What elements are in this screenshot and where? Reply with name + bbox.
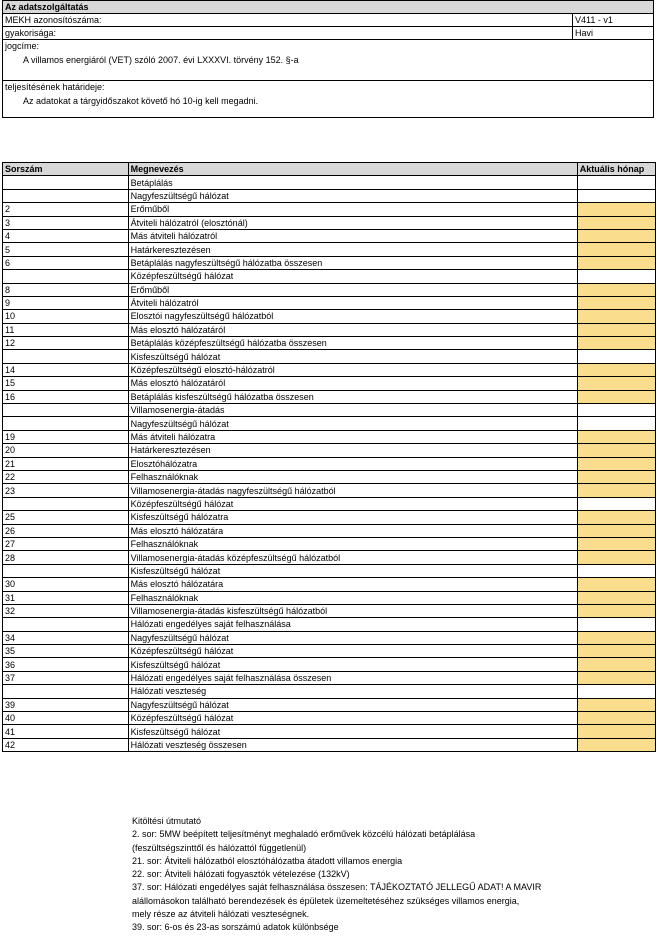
row-name: Betáplálás nagyfeszültségű hálózatba összesen [128,256,577,269]
current-month-input[interactable] [577,203,655,216]
info-header: Az adatszolgáltatás [3,1,653,14]
table-row [3,176,656,189]
current-month-empty [577,618,655,631]
table-row [3,578,656,591]
header-sorszam: Sorszám [3,163,129,176]
table-row [3,470,656,483]
table-row [3,698,656,711]
row-number: 40 [3,712,129,725]
instruction-line: 22. sor: Átviteli hálózati fogyasztók vételezése (132kV) [132,869,350,880]
current-month-input[interactable] [577,216,655,229]
row-number: 11 [3,323,129,336]
current-month-input[interactable] [577,658,655,671]
table-row [3,363,656,376]
row-name: Kisfeszültségű hálózat [128,564,577,577]
row-name: Középfeszültségű hálózat [128,712,577,725]
legal-basis-value: A villamos energiáról (VET) szóló 2007. évi LXXXVI. törvény 152. §-a [23,55,299,65]
table-row [3,283,656,296]
row-number: 2 [3,203,129,216]
instruction-line: 21. sor: Átviteli hálózatból elosztóhálózatba átadott villamos energia [132,855,403,866]
current-month-empty [577,685,655,698]
row-name: Középfeszültségű hálózat [128,270,577,283]
table-row [3,296,656,309]
row-name: Más elosztó hálózatára [128,524,577,537]
row-number: 14 [3,363,129,376]
instruction-line: 39. sor: 6-os és 23-as sorszámú adatok különbsége [132,922,339,933]
row-number: 36 [3,658,129,671]
report-sheet [2,0,654,118]
row-number [3,618,129,631]
table-row [3,564,656,577]
current-month-input[interactable] [577,283,655,296]
instruction-line: 2. sor: 5MW beépített teljesítményt meghaladó erőművek közcélú hálózati betáplálása [132,829,476,840]
current-month-empty [577,417,655,430]
row-name: Nagyfeszültségű hálózat [128,189,577,202]
row-name: Nagyfeszültségű hálózat [128,417,577,430]
table-row [3,337,656,350]
row-number: 42 [3,738,129,751]
row-number: 22 [3,470,129,483]
row-number: 9 [3,296,129,309]
mekh-label: MEKH azonosítószáma: [3,14,573,26]
current-month-input[interactable] [577,363,655,376]
table-row [3,658,656,671]
row-number: 25 [3,511,129,524]
row-number: 4 [3,229,129,242]
header-aktualis-honap: Aktuális hónap [577,163,655,176]
instructions-lines [132,828,602,934]
current-month-input[interactable] [577,229,655,242]
row-number: 32 [3,604,129,617]
row-name: Átviteli hálózatról [128,296,577,309]
table-row [3,618,656,631]
row-number: 26 [3,524,129,537]
table-row [3,203,656,216]
row-number: 39 [3,698,129,711]
current-month-input[interactable] [577,671,655,684]
current-month-empty [577,350,655,363]
row-number [3,417,129,430]
table-row [3,712,656,725]
legal-basis-label: jogcíme: [5,41,40,51]
current-month-input[interactable] [577,444,655,457]
current-month-input[interactable] [577,537,655,550]
current-month-input[interactable] [577,430,655,443]
instruction-line: alállomásokon található berendezések és épületek üzemeltetéséhez szükséges villamos energia, [132,895,520,906]
row-number: 12 [3,337,129,350]
table-row [3,310,656,323]
current-month-input[interactable] [577,310,655,323]
table-row [3,671,656,684]
info-block [2,0,654,118]
mekh-row [3,14,653,27]
table-row [3,511,656,524]
current-month-input[interactable] [577,524,655,537]
current-month-input[interactable] [577,484,655,497]
row-name: Betáplálás középfeszültségű hálózatba összesen [128,337,577,350]
table-row [3,497,656,510]
row-name: Nagyfeszültségű hálózat [128,698,577,711]
row-name: Villamosenergia-átadás középfeszültségű hálózatból [128,551,577,564]
header-megnevezes: Megnevezés [128,163,577,176]
row-name: Erőműből [128,283,577,296]
row-number [3,350,129,363]
table-row [3,404,656,417]
legal-basis-section [3,40,653,81]
row-number: 35 [3,645,129,658]
current-month-input[interactable] [577,511,655,524]
row-name: Betáplálás [128,176,577,189]
row-name: Nagyfeszültségű hálózat [128,631,577,644]
row-name: Határkeresztezésen [128,243,577,256]
row-number: 27 [3,537,129,550]
row-number [3,404,129,417]
row-name: Más elosztó hálózatáról [128,323,577,336]
row-name: Átviteli hálózatról (elosztónál) [128,216,577,229]
row-number [3,270,129,283]
current-month-input[interactable] [577,712,655,725]
table-row [3,377,656,390]
current-month-input[interactable] [577,698,655,711]
row-number: 37 [3,671,129,684]
table-row [3,417,656,430]
row-name: Kisfeszültségű hálózat [128,725,577,738]
row-name: Hálózati veszteség [128,685,577,698]
row-name: Más elosztó hálózatáról [128,377,577,390]
table-row [3,604,656,617]
row-name: Villamosenergia-átadás [128,404,577,417]
current-month-empty [577,404,655,417]
row-name: Villamosenergia-átadás nagyfeszültségű hálózatból [128,484,577,497]
current-month-input[interactable] [577,631,655,644]
current-month-input[interactable] [577,256,655,269]
row-number: 16 [3,390,129,403]
instructions-title: Kitöltési útmutató [132,816,202,826]
row-number: 30 [3,578,129,591]
current-month-input[interactable] [577,591,655,604]
row-name: Más elosztó hálózatára [128,578,577,591]
current-month-empty [577,270,655,283]
deadline-value: Az adatokat a tárgyidőszakot követő hó 10-ig kell megadni. [23,96,259,106]
row-name: Más átviteli hálózatról [128,229,577,242]
instruction-line: mely része az átviteli hálózati veszteségnek. [132,909,310,920]
row-number [3,189,129,202]
row-number [3,685,129,698]
row-number: 41 [3,725,129,738]
current-month-empty [577,189,655,202]
row-name: Más átviteli hálózatra [128,430,577,443]
current-month-input[interactable] [577,470,655,483]
row-number: 23 [3,484,129,497]
row-name: Felhasználóknak [128,537,577,550]
current-month-input[interactable] [577,551,655,564]
frequency-value: Havi [575,28,594,38]
current-month-input[interactable] [577,323,655,336]
table-row [3,537,656,550]
row-name: Elosztóhálózatra [128,457,577,470]
current-month-input[interactable] [577,645,655,658]
row-number: 3 [3,216,129,229]
current-month-empty [577,176,655,189]
current-month-input[interactable] [577,377,655,390]
instructions [132,815,602,935]
row-number: 15 [3,377,129,390]
row-number: 8 [3,283,129,296]
row-name: Betáplálás kisfeszültségű hálózatba összesen [128,390,577,403]
table-header-row [3,163,656,176]
row-name: Felhasználóknak [128,591,577,604]
row-number: 10 [3,310,129,323]
table-row [3,524,656,537]
deadline-section [3,81,653,117]
frequency-row [3,27,653,40]
row-number [3,564,129,577]
row-number [3,176,129,189]
instruction-line: 37. sor: Hálózati engedélyes saját felhasználása összesen: TÁJÉKOZTATÓ JELLEGŰ ADAT! A MAVIR [132,882,542,893]
table-row [3,229,656,242]
current-month-input[interactable] [577,578,655,591]
current-month-input[interactable] [577,725,655,738]
table-row [3,323,656,336]
row-name: Hálózati veszteség összesen [128,738,577,751]
current-month-empty [577,497,655,510]
current-month-empty [577,564,655,577]
row-name: Hálózati engedélyes saját felhasználása [128,618,577,631]
row-number: 21 [3,457,129,470]
deadline-label: teljesítésének határideje: [5,82,105,92]
row-name: Középfeszültségű hálózat [128,645,577,658]
table-row [3,591,656,604]
row-name: Villamosenergia-átadás kisfeszültségű hálózatból [128,604,577,617]
table-row [3,738,656,751]
data-table-body [3,163,656,752]
row-name: Kisfeszültségű hálózatra [128,511,577,524]
table-row [3,444,656,457]
data-table [2,162,656,752]
table-row [3,270,656,283]
row-name: Erőműből [128,203,577,216]
row-number: 19 [3,430,129,443]
row-name: Kisfeszültségű hálózat [128,658,577,671]
table-row [3,685,656,698]
row-number: 34 [3,631,129,644]
table-row [3,551,656,564]
row-number: 5 [3,243,129,256]
current-month-input[interactable] [577,738,655,751]
row-name: Elosztói nagyfeszültségű hálózatból [128,310,577,323]
row-number: 28 [3,551,129,564]
table-row [3,725,656,738]
table-row [3,390,656,403]
table-row [3,631,656,644]
table-row [3,457,656,470]
current-month-input[interactable] [577,337,655,350]
table-row [3,645,656,658]
table-row [3,189,656,202]
table-row [3,430,656,443]
row-number: 31 [3,591,129,604]
current-month-input[interactable] [577,457,655,470]
table-row [3,256,656,269]
current-month-input[interactable] [577,390,655,403]
current-month-input[interactable] [577,604,655,617]
row-name: Felhasználóknak [128,470,577,483]
row-number: 20 [3,444,129,457]
row-name: Kisfeszültségű hálózat [128,350,577,363]
row-name: Határkeresztezésen [128,444,577,457]
table-row [3,216,656,229]
table-row [3,243,656,256]
row-name: Középfeszültségű hálózat [128,497,577,510]
current-month-input[interactable] [577,243,655,256]
instruction-line: (feszültségszinttől és hálózattól függetlenül) [132,842,307,853]
row-number [3,497,129,510]
table-row [3,484,656,497]
table-row [3,350,656,363]
mekh-value: V411 - v1 [575,15,613,25]
row-name: Középfeszültségű elosztó-hálózatról [128,363,577,376]
current-month-input[interactable] [577,296,655,309]
row-number: 6 [3,256,129,269]
row-name: Hálózati engedélyes saját felhasználása összesen [128,671,577,684]
frequency-label: gyakorisága: [3,27,573,39]
